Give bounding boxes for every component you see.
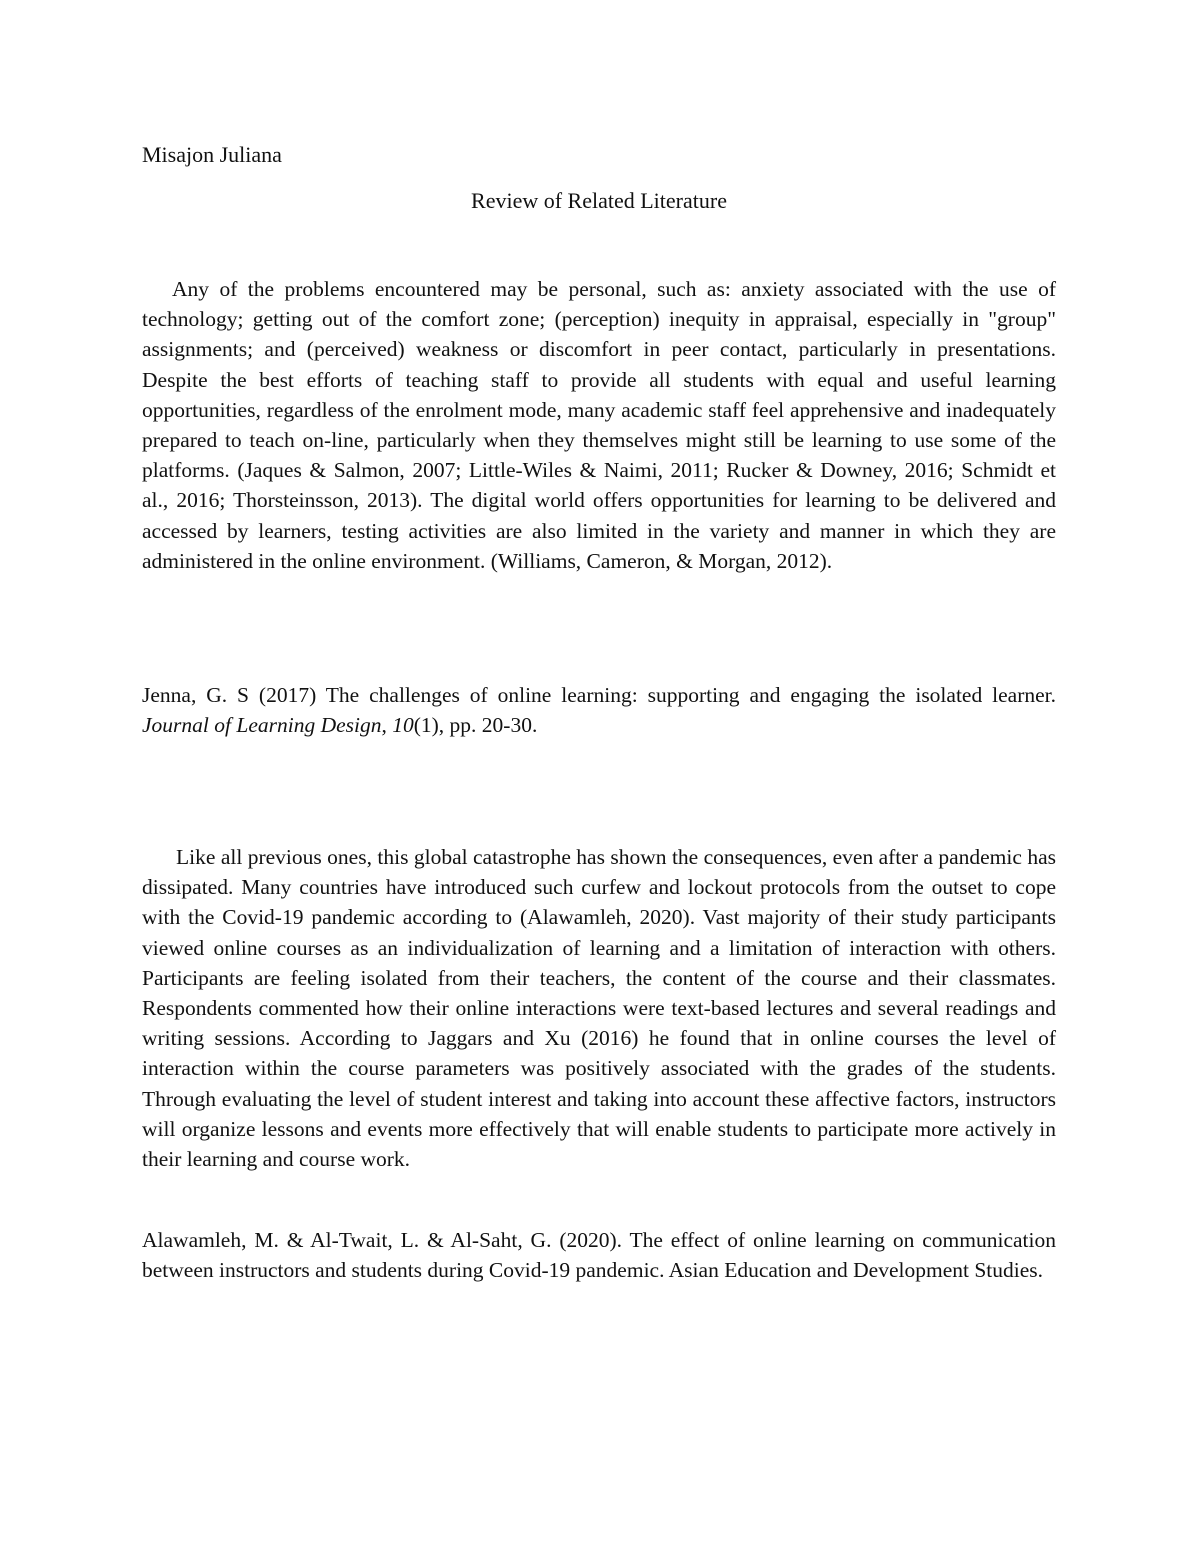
document-title: Review of Related Literature bbox=[471, 188, 727, 213]
reference-1 bbox=[142, 680, 1056, 740]
body-paragraph-2: Like all previous ones, this global catastrophe has shown the consequences, even after a pandemic has dissipated. Many countries have introduced such curfew and lockout protocols from the outset to cope with the Covid-19 pandemic according to (Alawamleh, 2020). Vast majority of their study participants viewed online courses as an individualization of learning and a limitation of interaction with others. Participants are feeling isolated from their teachers, the content of the course and their classmates. Respondents commented how their online interactions were text-based lectures and several readings and writing sessions. According to Jaggars and Xu (2016) he found that in online courses the level of interaction within the course parameters was positively associated with the grades of the students. Through evaluating the level of student interest and taking into account these affective factors, instructors will organize lessons and events more effectively that will enable students to participate more actively in their learning and course work. bbox=[142, 845, 1056, 1172]
reference-1-lead: Jenna, G. S (2017) The challenges of online learning: supporting and engaging the isolated learner. bbox=[142, 683, 1056, 707]
reference-1-journal: Journal of Learning Design bbox=[142, 713, 382, 738]
reference-1-tail: (1), pp. 20-30. bbox=[413, 713, 538, 738]
reference-1-volume: 10 bbox=[392, 713, 414, 738]
author-name: Misajon Juliana bbox=[142, 142, 282, 167]
body-paragraph-1: Any of the problems encountered may be personal, such as: anxiety associated with the use of technology; getting out of the comfort zone; (perception) inequity in appraisal, especially in "group" assignments; and (perceived) weakness or discomfort in peer contact, particularly in presentations. Despite the best efforts of teaching staff to provide all students with equal and useful learning opportunities, regardless of the enrolment mode, many academic staff feel apprehensive and inadequately prepared to teach on-line, particularly when they themselves might still be learning to use some of the platforms. (Jaques & Salmon, 2007; Little-Wiles & Naimi, 2011; Rucker & Downey, 2016; Schmidt et al., 2016; Thorsteinsson, 2013). The digital world offers opportunities for learning to be delivered and accessed by learners, testing activities are also limited in the variety and manner in which they are administered in the online environment. (Williams, Cameron, & Morgan, 2012). bbox=[142, 277, 1056, 573]
reference-1-separator: , bbox=[381, 713, 393, 738]
reference-2: Alawamleh, M. & Al-Twait, L. & Al-Saht, G. (2020). The effect of online learning on communication between instructors and students during Covid-19 pandemic. Asian Education and Development Studies. bbox=[142, 1228, 1056, 1283]
